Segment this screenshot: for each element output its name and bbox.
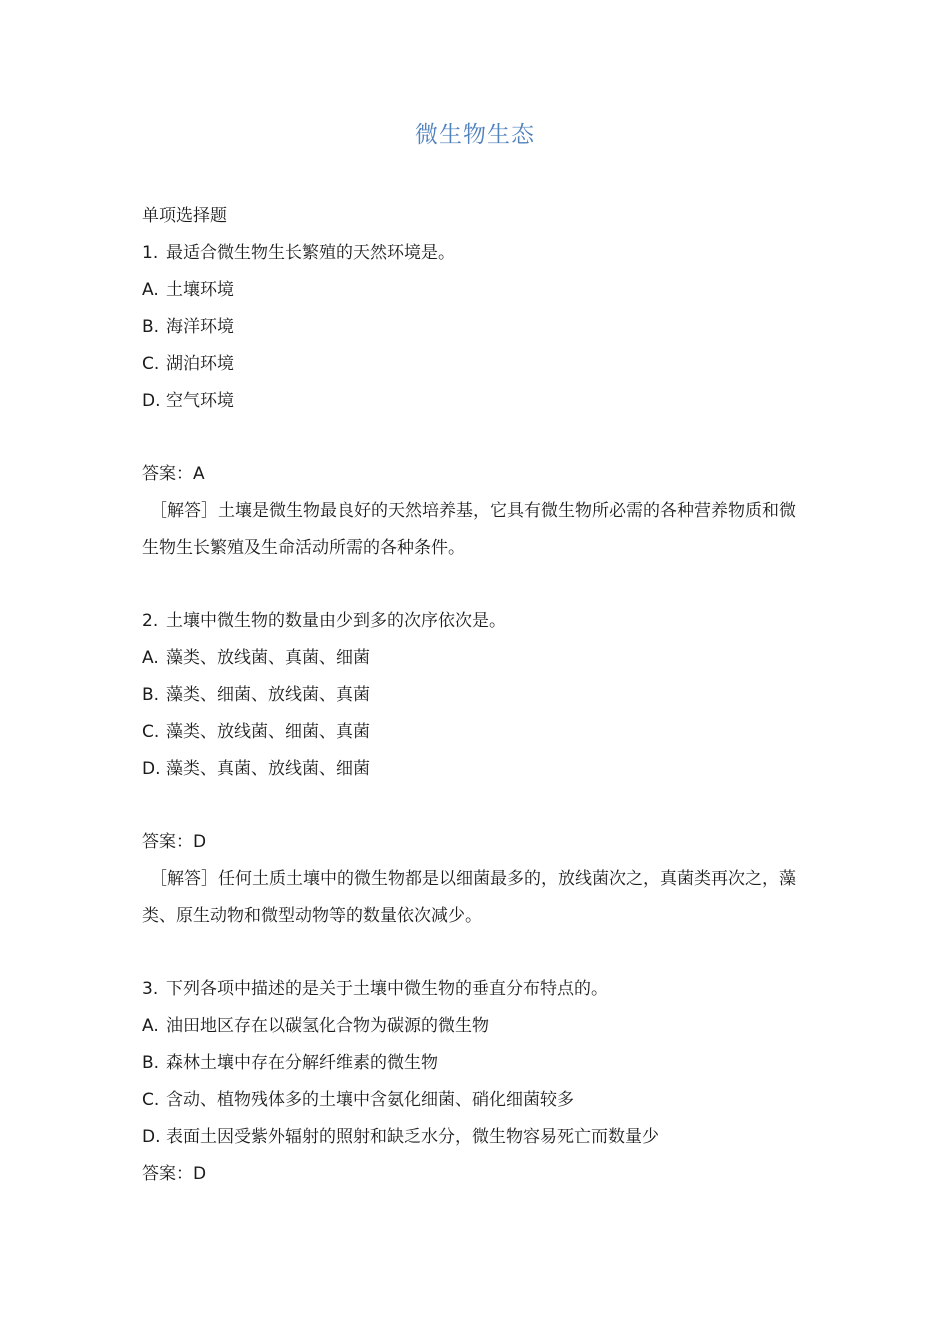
option-d (142, 383, 812, 420)
option-text: 湖泊环境 (166, 354, 234, 374)
question-stem (142, 603, 812, 640)
option-text: 空气环境 (166, 391, 234, 411)
question-stem (142, 971, 812, 1008)
option-label: D. (142, 1127, 161, 1147)
question-text: 最适合微生物生长繁殖的天然环境是。 (166, 243, 455, 263)
question-text: 下列各项中描述的是关于土壤中微生物的垂直分布特点的。 (166, 979, 608, 999)
option-text: 表面土因受紫外辐射的照射和缺乏水分，微生物容易死亡而数量少 (166, 1127, 659, 1147)
option-label: D. (142, 759, 161, 779)
option-b (142, 677, 812, 714)
option-text: 藻类、真菌、放线菌、细菌 (166, 759, 370, 779)
option-label: A. (142, 280, 159, 300)
option-label: A. (142, 648, 159, 668)
option-label: B. (142, 685, 160, 705)
question-number: 2. (142, 611, 159, 631)
option-a (142, 1008, 812, 1045)
option-c (142, 1082, 812, 1119)
question-3 (142, 971, 812, 1193)
option-label: B. (142, 317, 160, 337)
question-number: 3. (142, 979, 159, 999)
answer: 答案：D (142, 1164, 207, 1184)
option-label: D. (142, 391, 161, 411)
document-title: 微生物生态 (415, 122, 535, 148)
option-text: 藻类、细菌、放线菌、真菌 (166, 685, 370, 705)
option-label: C. (142, 354, 160, 374)
option-label: B. (142, 1053, 160, 1073)
option-a (142, 640, 812, 677)
option-label: C. (142, 722, 160, 742)
question-text: 土壤中微生物的数量由少到多的次序依次是。 (166, 611, 506, 631)
answer: 答案：A (142, 464, 205, 484)
option-text: 土壤环境 (166, 280, 234, 300)
option-text: 藻类、放线菌、细菌、真菌 (166, 722, 370, 742)
document-body (142, 198, 812, 1193)
option-text: 藻类、放线菌、真菌、细菌 (166, 648, 370, 668)
option-d (142, 751, 812, 788)
option-b (142, 309, 812, 346)
option-label: C. (142, 1090, 160, 1110)
option-c (142, 346, 812, 383)
option-text: 含动、植物残体多的土壤中含氨化细菌、硝化细菌较多 (166, 1090, 574, 1110)
question-2 (142, 603, 812, 971)
option-a (142, 272, 812, 309)
option-label: A. (142, 1016, 159, 1036)
option-text: 油田地区存在以碳氢化合物为碳源的微生物 (166, 1016, 489, 1036)
option-text: 海洋环境 (166, 317, 234, 337)
section-heading: 单项选择题 (142, 206, 227, 226)
option-b (142, 1045, 812, 1082)
question-stem (142, 235, 812, 272)
question-number: 1. (142, 243, 159, 263)
explanation: ［解答］任何土质土壤中的微生物都是以细菌最多的，放线菌次之，真菌类再次之，藻类、原生动物和微型动物等的数量依次减少。 (142, 869, 796, 926)
answer: 答案：D (142, 832, 207, 852)
option-c (142, 714, 812, 751)
option-d (142, 1119, 812, 1156)
explanation: ［解答］土壤是微生物最良好的天然培养基，它具有微生物所必需的各种营养物质和微生物生长繁殖及生命活动所需的各种条件。 (142, 501, 796, 558)
option-text: 森林土壤中存在分解纤维素的微生物 (166, 1053, 438, 1073)
question-1 (142, 235, 812, 603)
